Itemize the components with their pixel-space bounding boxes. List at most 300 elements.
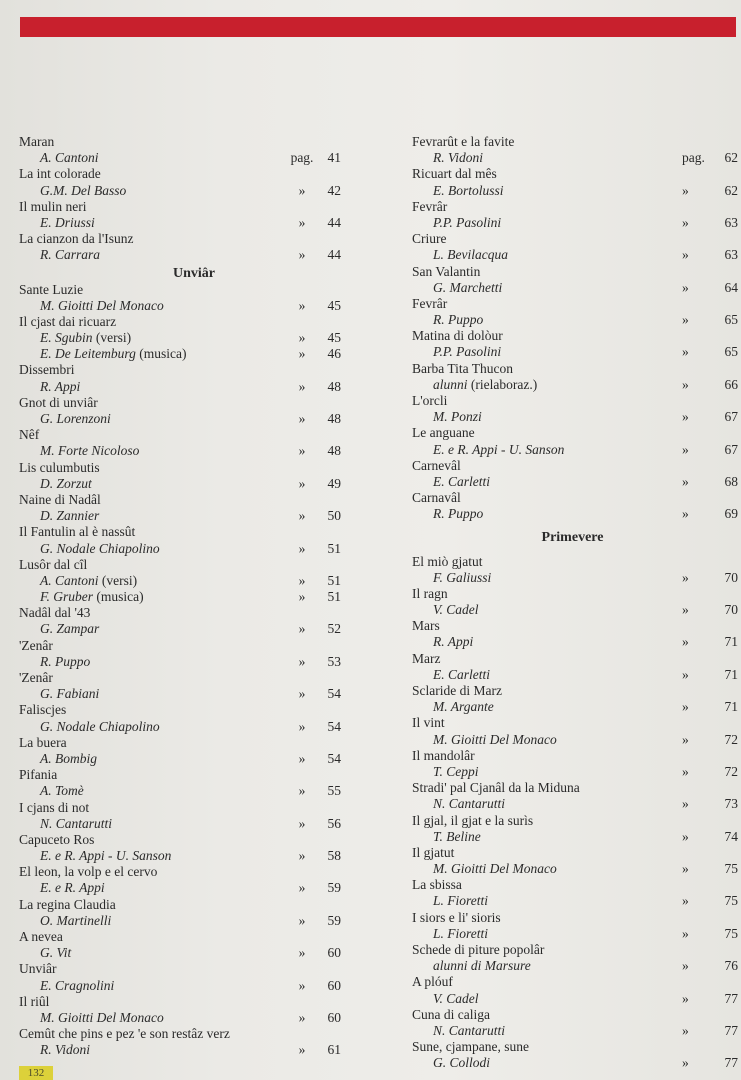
toc-entry (412, 747, 738, 780)
toc-entry (19, 460, 339, 492)
author-line (19, 346, 339, 362)
entry-title: Il gjatut (412, 844, 455, 860)
page-ref-number: 69 (724, 506, 738, 522)
author-name: alunni (433, 376, 468, 392)
author-name: M. Argante (433, 699, 494, 715)
entry-title: Lusôr dal cîl (19, 556, 88, 572)
page-ref (285, 621, 341, 637)
toc-entry (19, 702, 339, 734)
page-ref-label: » (298, 378, 306, 394)
entry-title: Mars (412, 618, 440, 634)
entry-title: La cianzon da l'Isunz (19, 231, 134, 247)
entry-title: Naine di Nadâl (19, 491, 101, 507)
page-ref-number: 65 (724, 312, 738, 328)
toc-entry (19, 524, 339, 556)
page-ref (285, 330, 341, 346)
author-note: (rielaboraz.) (467, 376, 538, 392)
toc-entry (412, 295, 738, 328)
page-ref-label: » (682, 506, 689, 522)
entry-title: Nadâl dal '43 (19, 605, 91, 621)
author-line (412, 861, 738, 877)
author (40, 751, 97, 767)
author (433, 699, 494, 715)
entry-title: Pifania (19, 767, 58, 783)
author-line (19, 573, 339, 589)
author-note: (musica) (135, 346, 187, 362)
author (40, 215, 95, 231)
page-ref-number: 42 (327, 182, 341, 198)
entry-title: Il Fantulin al è nassût (19, 524, 136, 540)
entry-title: 'Zenâr (19, 670, 53, 685)
entry-title: I siors e li' sioris (412, 909, 501, 925)
page-ref-label: » (682, 828, 689, 844)
author-name: R. Vidoni (433, 150, 483, 166)
page-ref-number: 52 (327, 621, 341, 637)
author-line (19, 508, 339, 524)
page-ref (682, 796, 738, 812)
author-name: E. Carletti (433, 473, 490, 489)
page-ref-label: » (298, 330, 306, 346)
page-ref-number: 45 (327, 297, 341, 313)
page-ref-number: 50 (327, 508, 341, 524)
page-ref-label: » (298, 621, 306, 637)
page-ref-number: 67 (724, 441, 738, 457)
author (433, 634, 473, 650)
toc-entry (412, 553, 738, 586)
author-name: N. Cantarutti (433, 796, 506, 812)
author-name: D. Zorzut (40, 475, 92, 491)
author-name: P.P. Pasolini (433, 344, 502, 360)
toc-entry (412, 134, 738, 166)
page-ref (285, 150, 341, 166)
author-line (19, 978, 339, 994)
page-ref-label: » (298, 815, 306, 831)
page-ref-label: » (682, 214, 689, 230)
entry-title: La int colorade (19, 166, 101, 182)
page-ref-label: » (682, 796, 689, 812)
author-name: R. Appi (40, 378, 81, 394)
page-ref (682, 764, 738, 780)
toc-entry (412, 844, 738, 877)
page-ref (682, 732, 738, 748)
toc-column-left (19, 134, 339, 1059)
page-ref-number: 45 (327, 330, 341, 346)
author (433, 570, 491, 586)
author-line (19, 183, 339, 199)
author (433, 442, 564, 458)
author (433, 926, 488, 942)
page-ref (682, 602, 738, 618)
page-ref (285, 945, 341, 961)
author-line (19, 589, 339, 605)
author (40, 183, 126, 199)
page-ref-number: 60 (327, 1009, 341, 1025)
page-ref-number: 54 (327, 718, 341, 734)
page-ref-number: 53 (327, 653, 341, 669)
page-ref-label: » (682, 602, 689, 618)
page-ref-label: » (682, 666, 689, 682)
page-ref (285, 978, 341, 994)
author (433, 409, 482, 425)
author (433, 280, 502, 296)
page-ref (682, 506, 738, 522)
page-ref (285, 215, 341, 231)
author-name: A. Cantoni (40, 150, 99, 166)
author-name: T. Ceppi (433, 763, 479, 779)
author-name: L. Bevilacqua (433, 247, 508, 263)
toc-entry (412, 618, 738, 650)
author (40, 1042, 90, 1058)
entry-title: Il mandolâr (412, 747, 475, 763)
page-ref-label: » (298, 1009, 306, 1025)
author-line (412, 796, 738, 812)
author-name: G. Zampar (40, 621, 100, 637)
page-ref-label: » (298, 945, 306, 961)
page-ref-label: » (682, 569, 689, 585)
author (40, 783, 84, 799)
author (433, 344, 501, 360)
page-ref (682, 893, 738, 909)
toc-entry (412, 585, 738, 618)
author-name: V. Cadel (433, 990, 479, 1006)
author (40, 330, 131, 346)
author-name: G. Collodi (433, 1055, 491, 1071)
toc-entry (19, 427, 339, 459)
entry-title: Unviâr (19, 961, 57, 977)
page-ref-label: » (298, 572, 306, 588)
page-ref-label: » (298, 1042, 306, 1058)
toc-entry (19, 670, 339, 702)
page-ref-number: 46 (327, 346, 341, 362)
author-line (412, 958, 738, 974)
author (40, 443, 139, 459)
toc-entry (412, 425, 738, 457)
page-ref-number: 59 (327, 880, 341, 896)
page-ref (285, 589, 341, 605)
author-line (19, 247, 339, 263)
author-name: E. Carletti (433, 666, 490, 682)
entry-title: A plóuf (412, 974, 453, 990)
page-ref-number: 72 (724, 763, 738, 779)
author-name: G. Fabiani (40, 686, 100, 702)
toc-entry (412, 360, 738, 393)
page-ref (285, 411, 341, 427)
author-line (412, 441, 738, 458)
author-name: L. Fioretti (433, 893, 489, 909)
author (433, 312, 483, 328)
page-ref (285, 443, 341, 459)
page-ref (285, 541, 341, 557)
entry-title: Le anguane (412, 425, 475, 441)
author (433, 861, 557, 877)
page-ref (285, 183, 341, 199)
page-ref-label: » (298, 247, 306, 263)
author-line (19, 686, 339, 702)
author-name: G. Marchetti (433, 279, 503, 295)
author-name: M. Gioitti Del Monaco (433, 731, 557, 747)
toc-entry (412, 198, 738, 231)
author (40, 621, 99, 637)
page-number: 132 (19, 1066, 53, 1080)
author-line (19, 945, 339, 961)
toc-entry (19, 929, 339, 961)
toc-entry (412, 490, 738, 522)
entry-title: Criure (412, 231, 447, 247)
author-line (412, 893, 738, 909)
author (433, 991, 479, 1007)
page-ref-label: » (298, 508, 306, 524)
author-line (19, 848, 339, 864)
author (40, 298, 164, 314)
page-ref-label: » (298, 686, 306, 702)
page-ref-number: 71 (724, 699, 738, 715)
author-line (412, 763, 738, 780)
author (40, 945, 71, 961)
page-ref (285, 1042, 341, 1058)
page-ref-number: 77 (724, 1022, 738, 1038)
page-ref-number: 75 (724, 861, 738, 877)
author-name: M. Gioitti Del Monaco (40, 297, 164, 313)
author-line (412, 925, 738, 942)
page-ref (682, 926, 738, 942)
author (40, 476, 92, 492)
entry-title: Barba Tita Thucon (412, 360, 513, 376)
page-ref-number: 75 (724, 925, 738, 941)
page-ref-label: pag. (682, 150, 705, 166)
page-ref-number: 60 (327, 977, 341, 993)
author-line (412, 182, 738, 199)
page-ref (285, 719, 341, 735)
page-ref-number: 65 (724, 344, 738, 360)
author-line (19, 215, 339, 231)
author-name: N. Cantarutti (40, 815, 113, 831)
entry-title: San Valantin (412, 263, 481, 279)
entry-title: Nêf (19, 427, 40, 443)
author (433, 247, 508, 263)
page-ref-number: 56 (327, 815, 341, 831)
page-ref-number: 71 (724, 634, 738, 650)
author-name: A. Bombig (40, 750, 97, 766)
author (40, 379, 80, 395)
author-name: N. Cantarutti (433, 1022, 506, 1038)
page-ref-label: » (682, 247, 689, 263)
author (40, 719, 160, 735)
author-line (19, 476, 339, 492)
page-ref-number: 54 (327, 750, 341, 766)
author-line (19, 1010, 339, 1026)
page-ref-number: 55 (327, 783, 341, 799)
page-ref (285, 783, 341, 799)
page-ref-label: » (682, 344, 689, 360)
author-line (19, 816, 339, 832)
author (433, 958, 531, 974)
author-name: F. Gruber (40, 589, 94, 605)
author (433, 764, 479, 780)
entry-title: Il mulin neri (19, 198, 87, 214)
author-name: R. Puppo (40, 653, 91, 669)
author-name: E. Sgubin (40, 330, 93, 346)
page-ref-number: 44 (327, 247, 341, 263)
toc-entry (19, 800, 339, 832)
author-name: D. Zannier (40, 508, 100, 524)
author-name: F. Galiussi (433, 569, 492, 585)
page-ref-number: 62 (724, 182, 738, 198)
toc-entry (412, 812, 738, 845)
author-line (412, 409, 738, 425)
page-ref-label: » (682, 958, 689, 974)
toc-entry (412, 231, 738, 263)
page-ref-label: » (298, 848, 306, 864)
page-ref-number: 73 (724, 796, 738, 812)
entry-title: Matina di dolòur (412, 328, 503, 344)
page-ref-number: 77 (724, 1055, 738, 1071)
page-ref-label: pag. (290, 150, 314, 166)
entry-title: I cjans di not (19, 799, 90, 815)
author (40, 913, 111, 929)
page-ref (682, 667, 738, 683)
toc-column-right (412, 134, 738, 1072)
page-ref (285, 686, 341, 702)
toc-entry (412, 1039, 738, 1071)
entry-title: La sbissa (412, 877, 462, 893)
page-ref (285, 913, 341, 929)
author (40, 978, 114, 994)
author-line (19, 330, 339, 346)
page-ref (682, 150, 738, 166)
page-ref (682, 344, 738, 360)
author-name: A. Cantoni (40, 572, 99, 588)
author-line (19, 541, 339, 557)
author (433, 1023, 505, 1039)
author (433, 377, 537, 393)
author-name: V. Cadel (433, 602, 479, 618)
page-ref-number: 63 (724, 214, 738, 230)
page-ref (682, 247, 738, 263)
author-name: M. Ponzi (433, 409, 482, 425)
author (433, 474, 490, 490)
page-ref-label: » (298, 718, 306, 734)
page-ref-number: 62 (724, 150, 738, 166)
author-name: G. Nodale Chiapolino (40, 718, 160, 734)
entry-title: Cuna di caliga (412, 1006, 490, 1022)
toc-entry (19, 897, 339, 929)
author (40, 346, 186, 362)
page-ref-number: 71 (724, 666, 738, 682)
author-line (412, 312, 738, 328)
author-name: G. Lorenzoni (40, 411, 111, 426)
author-line (19, 654, 339, 670)
author-line (19, 783, 339, 799)
page-ref-label: » (682, 312, 689, 328)
author (40, 880, 105, 896)
author (433, 1055, 490, 1071)
author-line (412, 602, 738, 618)
author-name: R. Puppo (433, 312, 484, 328)
page-ref-label: » (298, 182, 306, 198)
author-line (19, 379, 339, 395)
page-ref-number: 70 (724, 602, 738, 618)
toc-entry (19, 994, 339, 1026)
author-line (412, 990, 738, 1007)
author (433, 215, 501, 231)
entry-title: A nevea (19, 929, 63, 944)
page-ref-number: 58 (327, 848, 341, 864)
page-ref-label: » (682, 1055, 689, 1071)
page-ref (682, 377, 738, 393)
page-ref (285, 816, 341, 832)
page-ref-label: » (682, 893, 689, 909)
author (40, 686, 99, 702)
page-ref-number: 44 (327, 214, 341, 230)
page-ref-label: » (298, 783, 306, 799)
author-name: M. Gioitti Del Monaco (433, 861, 557, 877)
author-name: E. De Leitemburg (40, 346, 136, 362)
author-name: R. Appi (433, 634, 474, 650)
page-ref-label: » (682, 634, 689, 650)
author-name: R. Puppo (433, 506, 484, 522)
author (40, 247, 100, 263)
entry-title: Fevrâr (412, 198, 448, 214)
author-name: L. Fioretti (433, 925, 489, 941)
page-ref (682, 442, 738, 458)
entry-title: Il gjal, il gjat e la surìs (412, 812, 534, 828)
author-name: E. Cragnolini (40, 977, 115, 993)
page-ref-label: » (682, 182, 689, 198)
toc-entry (19, 605, 339, 637)
page-ref (285, 654, 341, 670)
page-ref (285, 848, 341, 864)
author (433, 829, 481, 845)
entry-title: L'orcli (412, 393, 448, 408)
page-ref-label: » (298, 880, 306, 896)
author (433, 893, 488, 909)
author-name: A. Tomè (40, 783, 84, 799)
section-heading: Unviâr (173, 265, 215, 281)
author-line (19, 880, 339, 896)
page-ref-number: 51 (327, 572, 341, 588)
toc-entry (19, 1026, 339, 1058)
page-ref (682, 634, 738, 650)
toc-entry (19, 638, 339, 670)
entry-title: Fevrarût e la favite (412, 134, 515, 149)
author-name: O. Martinelli (40, 912, 112, 928)
author-name: G.M. Del Basso (40, 182, 127, 198)
page-ref-label: » (298, 346, 306, 362)
author-line (412, 666, 738, 683)
toc-entry (19, 166, 339, 198)
author (40, 541, 160, 557)
toc-entry (19, 961, 339, 993)
author-name: E. e R. Appi - U. Sanson (433, 441, 565, 457)
page-ref-label: » (682, 441, 689, 457)
entry-title: La buera (19, 734, 67, 750)
page-ref-label: » (682, 473, 689, 489)
toc-entry (412, 974, 738, 1006)
toc-entry (19, 231, 339, 263)
page-ref-number: 49 (327, 475, 341, 491)
page-ref-label: » (682, 376, 689, 392)
entry-title: Schede di piture popolâr (412, 942, 545, 957)
page-ref-number: 75 (724, 893, 738, 909)
toc-entry (412, 166, 738, 198)
page-ref (285, 508, 341, 524)
page-ref (682, 474, 738, 490)
page-ref-label: » (298, 214, 306, 230)
entry-title: Il cjast dai ricuarz (19, 313, 117, 329)
page-ref-label: » (298, 750, 306, 766)
page-ref-number: 54 (327, 686, 341, 702)
toc-entry (412, 1006, 738, 1039)
